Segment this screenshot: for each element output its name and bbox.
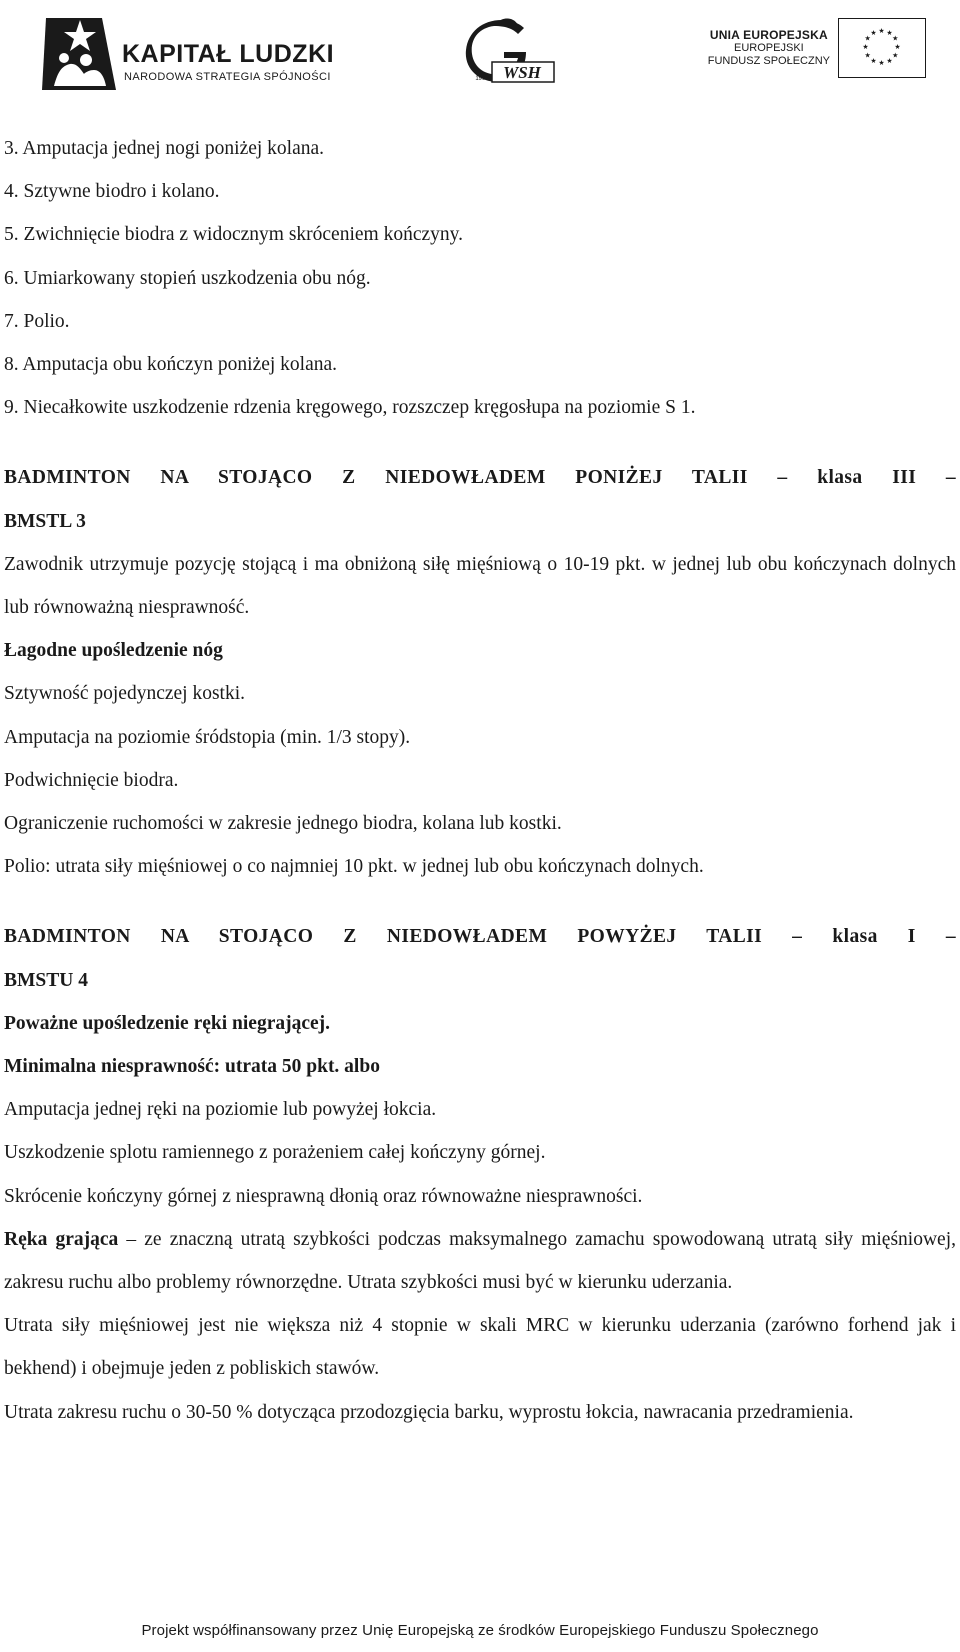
svg-text:★: ★ xyxy=(886,29,893,37)
eu-line-2: EUROPEJSKI xyxy=(734,42,804,54)
svg-text:★: ★ xyxy=(870,57,877,65)
page-header xyxy=(0,0,960,100)
range-paragraph: Utrata zakresu ruchu o 30-50 % dotycząca przodozgięcia barku, wyprostu łokcia, nawracania przedramienia. xyxy=(4,1401,854,1423)
eu-line-3: FUNDUSZ SPOŁECZNY xyxy=(707,55,830,67)
eu-line-1: UNIA EUROPEJSKA xyxy=(709,28,828,42)
eu-logo xyxy=(708,18,926,82)
list-item: Podwichnięcie biodra. xyxy=(4,769,179,791)
list-item: 9. Niecałkowite uszkodzenie rdzenia kręgowego, rozszczep kręgosłupa na poziomie S 1. xyxy=(4,397,696,419)
section-spacer xyxy=(4,429,956,456)
kapital-ludzki-emblem-icon xyxy=(40,16,118,94)
list-item: Uszkodzenie splotu ramiennego z porażeniem całej kończyny górnej. xyxy=(4,1142,546,1164)
document-body xyxy=(4,127,956,1434)
kapital-ludzki-subtitle: NARODOWA STRATEGIA SPÓJNOŚCI xyxy=(124,71,331,83)
subheading: Poważne upośledzenie ręki niegrającej. xyxy=(4,1012,331,1034)
list-item: 3. Amputacja jednej nogi poniżej kolana. xyxy=(4,138,325,159)
class-description: Zawodnik utrzymuje pozycję stojącą i ma obniżoną siłę mięśniową o 10-19 pkt. w jednej lub obu kończynach dolnych lub równoważną niesprawność. xyxy=(4,553,956,619)
list-item: Amputacja na poziomie śródstopia (min. 1/3 stopy). xyxy=(4,726,411,748)
playing-hand-label: Ręka grająca xyxy=(4,1228,119,1250)
wsh-logo xyxy=(464,18,560,84)
svg-text:★: ★ xyxy=(878,59,885,67)
kapital-ludzki-title: KAPITAŁ LUDZKI xyxy=(122,40,335,68)
eu-logo-text xyxy=(708,28,830,68)
list-item: Polio: utrata siły mięśniowej o co najmniej 10 pkt. w jednej lub obu kończynach dolnych. xyxy=(4,856,704,878)
subheading: Minimalna niesprawność: utrata 50 pkt. albo xyxy=(4,1056,380,1078)
class-code: BMSTU 4 xyxy=(4,969,88,991)
svg-text:★: ★ xyxy=(870,29,877,37)
page-footer: Projekt współfinansowany przez Unię Europejską ze środków Europejskiego Funduszu Społecznego xyxy=(141,1622,819,1639)
playing-hand-text: – ze znaczną utratą szybkości podczas maksymalnego zamachu spowodowaną utratą siły mięśniowej, zakresu ruchu albo problemy równorzędne. Utrata szybkości musi być w kierunku uderzania. xyxy=(4,1228,956,1294)
svg-text:★: ★ xyxy=(878,27,885,35)
class-code: BMSTL 3 xyxy=(4,510,86,532)
playing-hand-paragraph xyxy=(4,1218,956,1304)
svg-text:★: ★ xyxy=(892,34,899,43)
list-item: 4. Sztywne biodro i kolano. xyxy=(4,181,220,203)
wsh-emblem-icon xyxy=(464,18,560,84)
list-item: Sztywność pojedynczej kostki. xyxy=(4,683,245,705)
eu-flag-icon xyxy=(838,18,926,78)
list-item: Skrócenie kończyny górnej z niesprawną dłonią oraz równoważne niesprawności. xyxy=(4,1185,643,1207)
svg-text:★: ★ xyxy=(892,51,899,60)
wsh-letters: WSH xyxy=(503,63,541,82)
svg-text:★: ★ xyxy=(864,34,871,43)
section-heading: BADMINTON NA STOJĄCO Z NIEDOWŁADEM PONIŻEJ TALII – klasa III – xyxy=(4,467,956,489)
kapital-ludzki-logo xyxy=(40,16,335,94)
svg-text:★: ★ xyxy=(886,57,893,65)
svg-text:★: ★ xyxy=(862,43,869,51)
list-item: Amputacja jednej ręki na poziomie lub powyżej łokcia. xyxy=(4,1099,437,1121)
section-heading: BADMINTON NA STOJĄCO Z NIEDOWŁADEM POWYŻEJ TALII – klasa I – xyxy=(4,926,956,948)
list-item: Ograniczenie ruchomości w zakresie jednego biodra, kolana lub kostki. xyxy=(4,813,562,835)
list-item: 5. Zwichnięcie biodra z widocznym skróceniem kończyny. xyxy=(4,224,463,246)
strength-paragraph: Utrata siły mięśniowej jest nie większa niż 4 stopnie w skali MRC w kierunku uderzania (zarówno forhend jak i bekhend) i obejmuje jeden z pobliskich stawów. xyxy=(4,1315,956,1380)
list-item: 6. Umiarkowany stopień uszkodzenia obu nóg. xyxy=(4,267,371,289)
section-spacer xyxy=(4,888,956,915)
list-item: 7. Polio. xyxy=(4,310,70,332)
wsh-year: 1997 xyxy=(475,76,489,82)
svg-text:★: ★ xyxy=(864,51,871,60)
subheading: Łagodne upośledzenie nóg xyxy=(4,640,223,662)
list-item: 8. Amputacja obu kończyn poniżej kolana. xyxy=(4,354,338,376)
svg-text:★: ★ xyxy=(894,43,901,51)
